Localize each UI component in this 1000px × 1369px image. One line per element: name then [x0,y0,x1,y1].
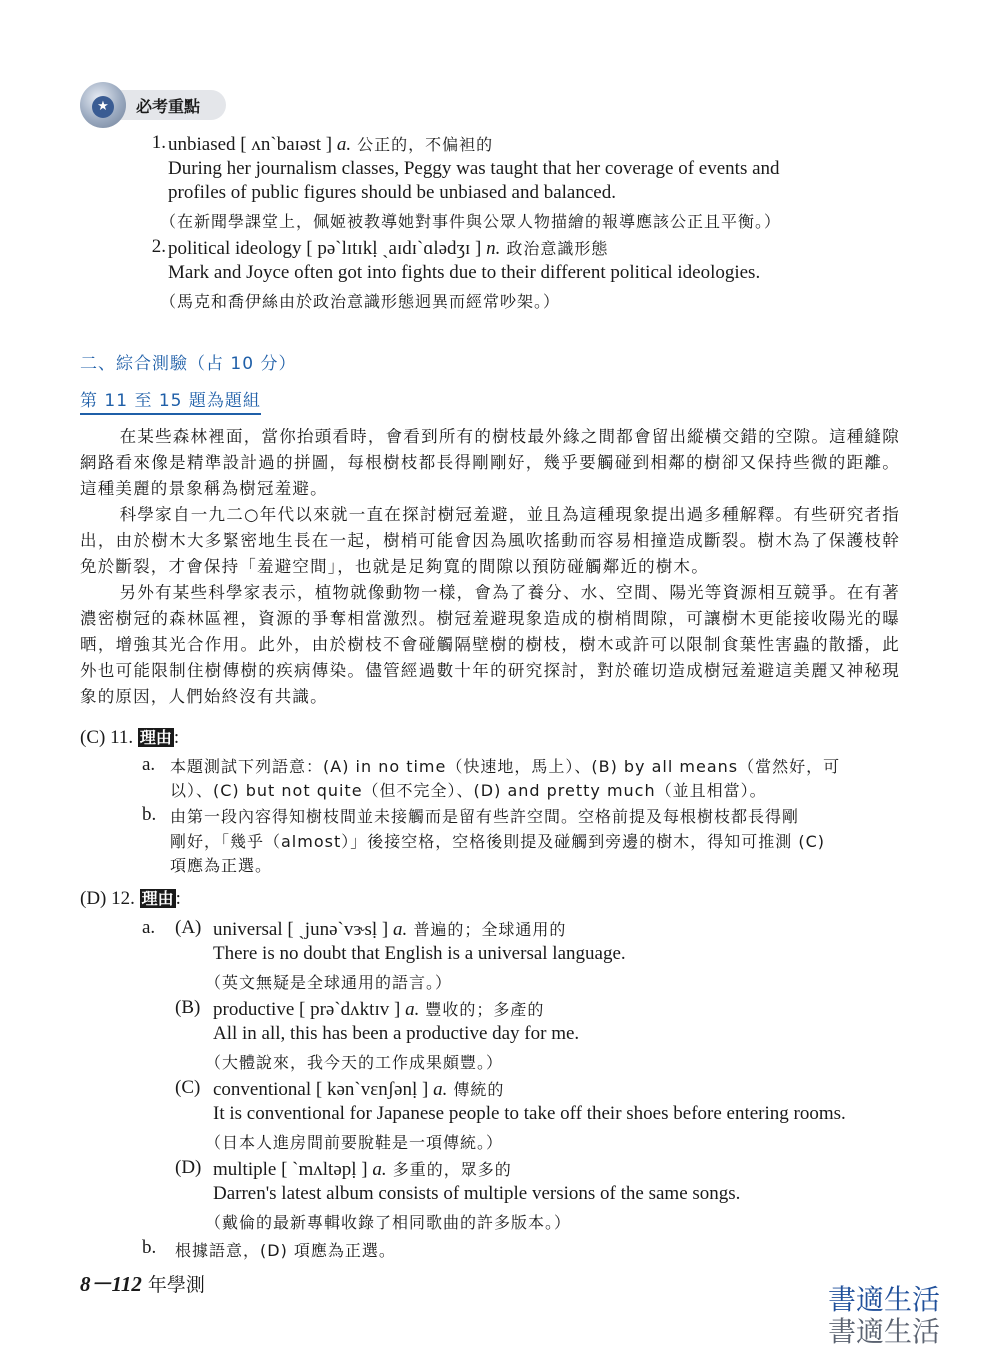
option-term: multiple [ ˋmʌltəpḷ ] [213,1159,373,1180]
option-term: conventional [ kənˋvɛnʃənḷ ] [213,1079,434,1100]
badge-label: 必考重點 [136,97,201,116]
passage-paragraph: 科學家自一九二○年代以來就一直在探討樹冠羞避，並且為這種現象提出過多種解釋。有些研究者指出，由於樹木大多緊密地生長在一起，樹梢可能會因為風吹搖動而容易相撞造成斷裂。樹木為了保護枝幹免於斷裂，才會保持「羞避空間」，也就是足夠寬的間隙以預防碰觸鄰近的樹木。 [80,505,900,576]
watermark-text: 書適生活 [827,1315,940,1348]
section-title: 二、綜合測驗（占 10 分） [80,354,297,374]
page-number-prefix: 8－112 [80,1272,142,1296]
reason-label: 理由 [139,728,172,747]
option-letter: (A) [175,917,202,938]
vocab-pos: a. [336,134,352,155]
medal-icon: ★ [80,82,126,128]
option-letter: (C) [175,1077,201,1098]
option-entry [213,997,544,1021]
page-number [80,1268,205,1298]
option-translation: （戴倫的最新專輯收錄了相同歌曲的許多版本。） [205,1213,572,1232]
page-number-suffix: 年學測 [141,1274,205,1296]
option-pos: a. [433,1079,448,1100]
vocab-example-line: profiles of public figures should be unbiased and balanced. [168,182,616,203]
group-title: 第 11 至 15 題為題組 [80,386,261,415]
question-11-header [80,725,179,749]
item-label: a. [142,917,156,938]
option-translation: （英文無疑是全球通用的語言。） [205,973,453,992]
option-letter: (D) [175,1157,202,1178]
colon: : [175,888,181,909]
vocab-meaning: 公正的，不偏袒的 [351,135,494,154]
option-meaning: 傳統的 [447,1080,505,1099]
watermark-text: 書適生活 [827,1283,940,1316]
option-pos: a. [393,919,408,940]
vocab-term: unbiased [ ʌnˋbaɪəst ] [168,134,337,155]
option-meaning: 普遍的；全球通用的 [407,920,567,939]
vocab-number: 1. [151,132,166,153]
q11-a-line: 以）、(C) but not quite（但不完全）、(D) and pretty much（並且相當）。 [170,781,767,800]
vocab-example-line: During her journalism classes, Peggy was taught that her coverage of events and [168,158,780,179]
option-example: All in all, this has been a productive day for me. [213,1023,580,1044]
passage-paragraph: 另外有某些科學家表示，植物就像動物一樣，會為了養分、水、空間、陽光等資源相互競爭。在有著濃密樹冠的森林區裡，資源的爭奪相當激烈。樹冠羞避現象造成的樹梢間隙，可讓樹木更能接收陽光的曝晒，增強其光合作用。此外，由於樹枝不會碰觸隔壁樹的樹枝，樹木或許可以限制食葉性害蟲的散播，此外也可能限制住樹傳樹的疾病傳染。儘管經過數十年的研究探討，對於確切造成樹冠羞避這美麗又神秘現象的原因，人們始終沒有共識。 [80,583,900,706]
item-label: b. [142,804,157,825]
q11-b-line: 由第一段內容得知樹枝間並未接觸而是留有些許空間。空格前提及每根樹枝都長得剛 [170,807,800,826]
vocab-example-line: Mark and Joyce often got into fights due to their different political ideologies. [168,262,761,283]
vocab-pos: n. [486,238,501,259]
q12-b-text: 根據語意，(D) 項應為正選。 [175,1241,396,1260]
option-letter: (B) [175,997,201,1018]
item-label: b. [142,1237,157,1258]
q11-a-line: 本題測試下列語意：(A) in no time（快速地，馬上）、(B) by all means（當然好，可 [170,757,841,776]
item-label: a. [142,754,156,775]
vocab-term: political ideology [ pəˋlɪtɪkḷ ˏaɪdɪˋɑlədʒɪ ] [168,238,487,259]
passage-paragraph: 在某些森林裡面，當你抬頭看時，會看到所有的樹枝最外緣之間都會留出縱橫交錯的空隙。這種縫隙網路看來像是精準設計過的拼圖，每根樹枝都長得剛剛好，幾乎要觸碰到相鄰的樹卻又保持些微的距離。這種美麗的景象稱為樹冠羞避。 [80,427,900,498]
option-entry [213,1077,504,1101]
option-translation: （日本人進房間前要脫鞋是一項傳統。） [205,1133,504,1152]
vocab-translation: （馬克和喬伊絲由於政治意識形態迥異而經常吵架。） [160,292,561,311]
option-term: universal [ ˏjunəˋvɝsḷ ] [213,919,394,940]
vocab-translation: （在新聞學課堂上，佩姬被教導她對事件與公眾人物描繪的報導應該公正且平衡。） [160,212,782,231]
passage [80,424,900,710]
option-entry [213,917,566,941]
option-meaning: 豐收的；多產的 [419,1000,545,1019]
option-pos: a. [405,999,420,1020]
option-term: productive [ prəˋdʌktɪv ] [213,999,406,1020]
vocab-entry [168,236,608,260]
colon: : [173,727,180,748]
option-entry [213,1157,512,1181]
vocab-entry [168,132,493,156]
vocab-meaning: 政治意識形態 [500,239,609,258]
option-pos: a. [372,1159,387,1180]
question-12-header [80,886,181,910]
option-meaning: 多重的，眾多的 [386,1160,512,1179]
q11-b-line: 項應為正選。 [170,856,273,875]
vocab-number: 2. [151,236,166,257]
option-translation: （大體說來，我今天的工作成果頗豐。） [205,1053,504,1072]
header-badge [80,82,228,128]
option-example: Darren's latest album consists of multiple versions of the same songs. [213,1183,741,1204]
option-example: It is conventional for Japanese people to take off their shoes before entering rooms. [213,1103,846,1124]
answer-label: (D) 12. [80,888,140,909]
option-example: There is no doubt that English is a universal language. [213,943,626,964]
reason-label: 理由 [141,889,174,908]
q11-b-line: 剛好，「幾乎（almost）」後接空格，空格後則提及碰觸到旁邊的樹木，得知可推測 (C) [170,832,825,851]
answer-label: (C) 11. [80,727,138,748]
